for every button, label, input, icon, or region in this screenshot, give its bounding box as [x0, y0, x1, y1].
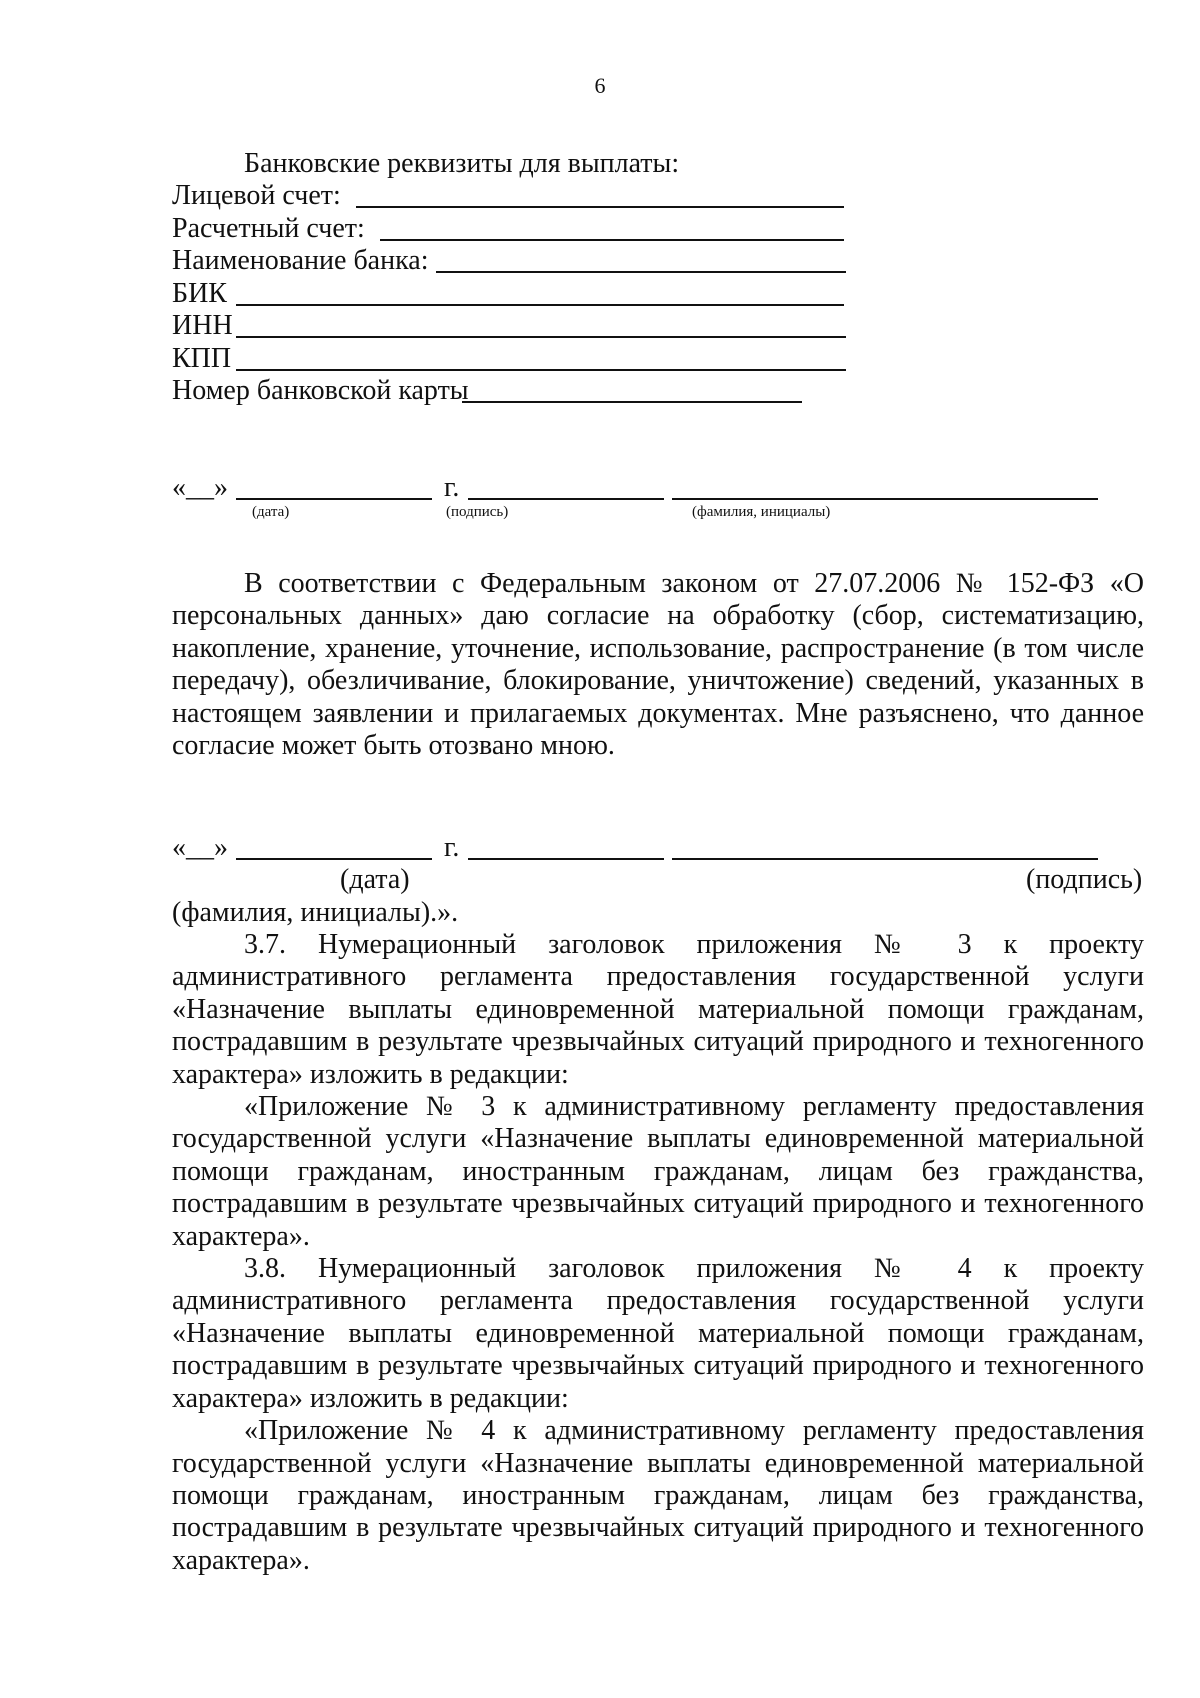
field-kpp: КПП — [172, 343, 232, 374]
field-card-number-line[interactable] — [462, 401, 802, 403]
sign2-signature-line[interactable] — [468, 858, 664, 860]
sign2-name-caption: (фамилия, инициалы).». — [172, 897, 459, 928]
sign2-date-quote: «__» — [172, 832, 228, 863]
item-3-8-quote: «Приложение № 4 к административному регламенту предоставления государственной услуги «Назначение выплаты единовременной материальной помощи гражданам, иностранным гражданам, лицам без гражданства, пострадавшим в результате чрезвычайных ситуаций природного и техногенного характера». — [172, 1415, 1144, 1576]
item-3-7-intro: 3.7. Нумерационный заголовок приложения № 3 к проекту административного регламента предоставления государственной услуги «Назначение выплаты единовременной материальной помощи гражданам, пострадавшим в результате чрезвычайных ситуаций природного и техногенного характера» изложить в редакции: — [172, 929, 1144, 1090]
field-inn: ИНН — [172, 310, 233, 341]
sign1-date-caption: (дата) — [252, 504, 290, 520]
field-personal-account-line[interactable] — [356, 206, 844, 208]
sign2-signature-caption: (подпись) — [1026, 864, 1143, 895]
page-number: 6 — [594, 73, 606, 98]
sign1-date-line[interactable] — [236, 498, 432, 500]
sign1-signature-line[interactable] — [468, 498, 664, 500]
sign1-year: г. — [444, 472, 460, 503]
sign2-date-caption: (дата) — [340, 864, 410, 895]
field-settlement-account-line[interactable] — [380, 239, 844, 241]
sign1-name-line[interactable] — [672, 498, 1098, 500]
sign1-name-caption: (фамилия, инициалы) — [692, 504, 831, 520]
field-bank-name-line[interactable] — [436, 271, 846, 273]
sign1-date-quote: «__» — [172, 472, 228, 503]
item-3-8-intro: 3.8. Нумерационный заголовок приложения № 4 к проекту административного регламента предоставления государственной услуги «Назначение выплаты единовременной материальной помощи гражданам, пострадавшим в результате чрезвычайных ситуаций природного и техногенного характера» изложить в редакции: — [172, 1253, 1144, 1414]
consent-paragraph: В соответствии с Федеральным законом от 27.07.2006 № 152-ФЗ «О персональных данных» даю согласие на обработку (сбор, систематизацию, накопление, хранение, уточнение, использование, распространение (в том числе передачу), обезличивание, блокирование, уничтожение) сведений, указанных в настоящем заявлении и прилагаемых документах. Мне разъяснено, что данное согласие может быть отозвано мною. — [172, 568, 1144, 762]
sign2-name-line[interactable] — [672, 858, 1098, 860]
sign2-date-line[interactable] — [236, 858, 432, 860]
field-bik-line[interactable] — [236, 304, 844, 306]
field-settlement-account: Расчетный счет: — [172, 213, 365, 244]
field-bank-name: Наименование банка: — [172, 245, 429, 276]
field-personal-account: Лицевой счет: — [172, 180, 341, 211]
sign1-signature-caption: (подпись) — [446, 504, 509, 520]
field-inn-line[interactable] — [236, 336, 846, 338]
field-bik: БИК — [172, 278, 227, 309]
field-card-number: Номер банковской карты — [172, 375, 469, 406]
amendment-items — [172, 929, 1144, 1577]
sign2-year: г. — [444, 832, 460, 863]
field-kpp-line[interactable] — [236, 369, 846, 371]
bank-heading: Банковские реквизиты для выплаты: — [244, 148, 680, 179]
item-3-7-quote: «Приложение № 3 к административному регламенту предоставления государственной услуги «Назначение выплаты единовременной материальной помощи гражданам, иностранным гражданам, лицам без гражданства, пострадавшим в результате чрезвычайных ситуаций природного и техногенного характера». — [172, 1091, 1144, 1252]
